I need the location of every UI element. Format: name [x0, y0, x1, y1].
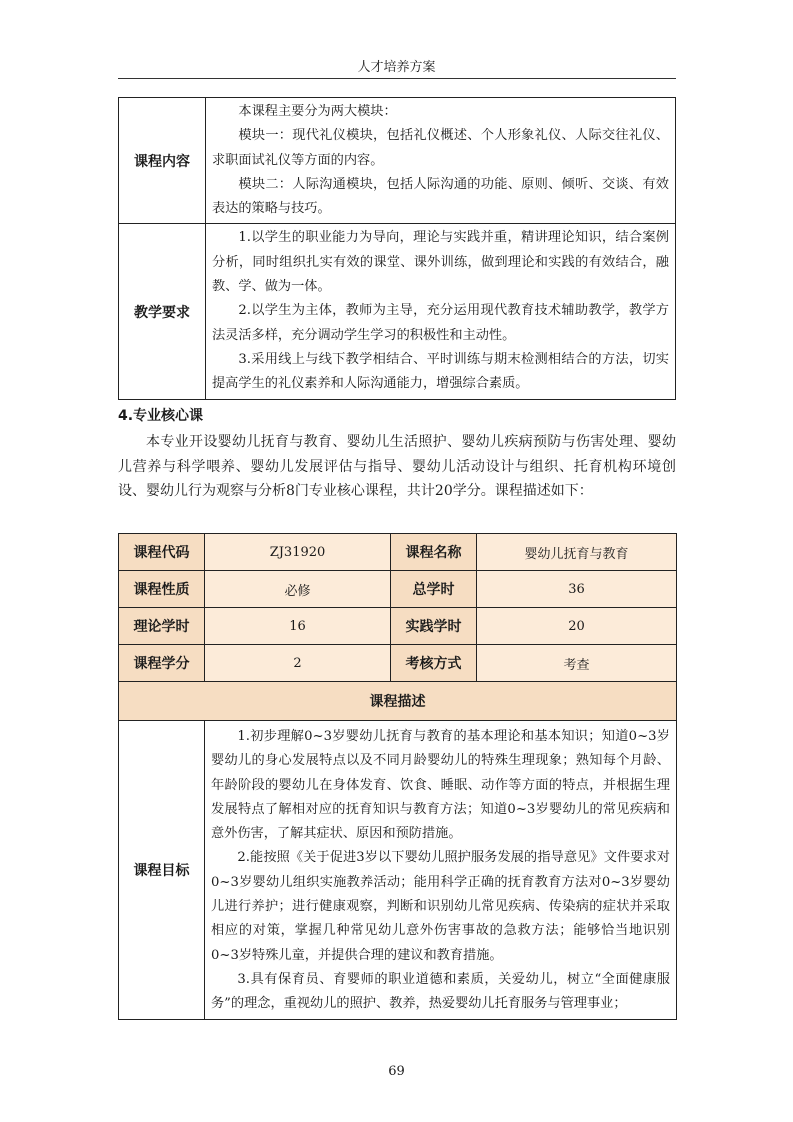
table-row [119, 224, 676, 399]
table-row [119, 645, 677, 682]
paragraph: 1.初步理解0~3岁婴幼儿抚育与教育的基本理论和基本知识；知道0~3岁婴幼儿的身心发展特点以及不同月龄婴幼儿的特殊生理现象；熟知每个月龄、年龄阶段的婴幼儿在身体发育、饮食、睡眠、动作等方面的特点，并根据生理发展特点了解相对应的抚育知识与教育方法；知道0~3岁婴幼儿的常见疾病和意外伤害，了解其症状、原因和预防措施。 [211, 729, 670, 842]
course-code-label: 课程代码 [119, 534, 205, 571]
course-info-table [118, 533, 677, 1020]
paragraph: 本课程主要分为两大模块： [238, 104, 397, 119]
credit-label: 课程学分 [119, 645, 205, 682]
page-header-title: 人才培养方案 [357, 60, 436, 75]
total-hours-value: 36 [477, 571, 677, 608]
row-label-content: 课程内容 [119, 98, 206, 224]
table-row [119, 721, 677, 1020]
course-nature-label: 课程性质 [119, 571, 205, 608]
course-nature-value: 必修 [205, 571, 391, 608]
table-row [119, 682, 677, 721]
row-body-content [206, 98, 676, 224]
theory-hours-label: 理论学时 [119, 608, 205, 645]
paragraph: 2.以学生为主体，教师为主导，充分运用现代教育技术辅助教学，教学方法灵活多样，充分调动学生学习的积极性和主动性。 [212, 303, 669, 343]
section-heading: 4.专业核心课 [118, 408, 204, 424]
assessment-label: 考核方式 [391, 645, 477, 682]
row-label-requirements: 教学要求 [119, 224, 206, 399]
paragraph: 模块一：现代礼仪模块，包括礼仪概述、个人形象礼仪、人际交往礼仪、求职面试礼仪等方面的内容。 [212, 128, 669, 168]
course-description-heading: 课程描述 [119, 682, 677, 721]
page-number: 69 [388, 1064, 405, 1079]
paragraph: 3.采用线上与线下教学相结合、平时训练与期末检测相结合的方法，切实提高学生的礼仪素养和人际沟通能力，增强综合素质。 [212, 351, 669, 392]
header-divider [118, 78, 676, 79]
course-detail-table [118, 97, 676, 400]
course-code-value: ZJ31920 [205, 534, 391, 571]
course-goal-body [205, 721, 677, 1020]
intro-paragraph: 本专业开设婴幼儿抚育与教育、婴幼儿生活照护、婴幼儿疾病预防与伤害处理、婴幼儿营养与科学喂养、婴幼儿发展评估与指导、婴幼儿活动设计与组织、托育机构环境创设、婴幼儿行为观察与分析8门专业核心课程，共计20学分。课程描述如下： [118, 434, 676, 499]
row-body-requirements [206, 224, 676, 399]
paragraph: 2.能按照《关于促进3岁以下婴幼儿照护服务发展的指导意见》文件要求对0~3岁婴幼儿组织实施教养活动；能用科学正确的抚育教育方法对0~3岁婴幼儿进行养护；进行健康观察，判断和识别幼儿常见疾病、传染病的症状并采取相应的对策，掌握几种常见幼儿意外伤害事故的急救方法；能够恰当地识别0~3岁特殊儿童，并提供合理的建议和教育措施。 [211, 850, 670, 963]
practice-hours-label: 实践学时 [391, 608, 477, 645]
section-intro [118, 430, 676, 504]
theory-hours-value: 16 [205, 608, 391, 645]
course-name-label: 课程名称 [391, 534, 477, 571]
paragraph: 3.具有保育员、育婴师的职业道德和素质，关爱幼儿，树立“全面健康服务”的理念，重视幼儿的照护、教养，热爱婴幼儿托育服务与管理事业； [211, 971, 670, 1012]
table-row [119, 608, 677, 645]
course-goal-label: 课程目标 [119, 721, 205, 1020]
credit-value: 2 [205, 645, 391, 682]
paragraph: 1.以学生的职业能力为导向，理论与实践并重，精讲理论知识，结合案例分析，同时组织扎实有效的课堂、课外训练，做到理论和实践的有效结合，融教、学、做为一体。 [212, 230, 669, 295]
course-name-value: 婴幼儿抚育与教育 [477, 534, 677, 571]
table-row [119, 98, 676, 224]
paragraph: 模块二：人际沟通模块，包括人际沟通的功能、原则、倾听、交谈、有效表达的策略与技巧。 [212, 176, 669, 217]
practice-hours-value: 20 [477, 608, 677, 645]
total-hours-label: 总学时 [391, 571, 477, 608]
assessment-value: 考查 [477, 645, 677, 682]
table-row [119, 571, 677, 608]
table-row [119, 534, 677, 571]
